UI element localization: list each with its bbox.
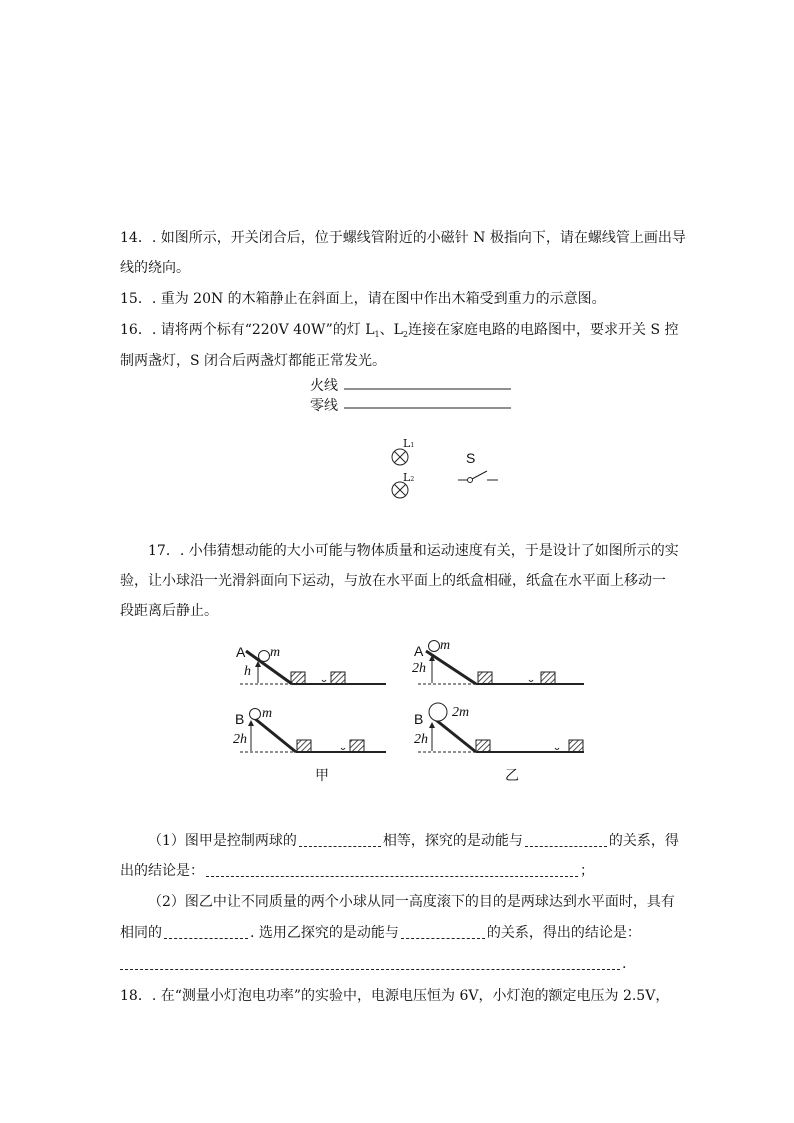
lamp-l2-letter: L <box>403 471 411 484</box>
q16-sub-1: 1 <box>374 330 380 339</box>
q17-sub1-line-2 <box>120 861 680 881</box>
paper-box <box>291 672 305 684</box>
q18-line-1: 18．. 在“测量小灯泡电功率”的实验中，电源电压恒为 6V，小灯泡的额定电压为 2.5V， <box>120 988 670 1004</box>
q14-line-2: 线的绕向。 <box>120 260 190 276</box>
lamp-l1-letter: L <box>403 437 411 450</box>
q16-line-2: 制两盏灯，S 闭合后两盏灯都能正常发光。 <box>120 353 387 369</box>
lamp-l1-sub: 1 <box>410 442 415 449</box>
label-a-yi: A <box>414 643 424 659</box>
paper-box <box>476 740 490 752</box>
q17-sub1-end: ； <box>580 863 594 879</box>
q17-sub2-text-d: 的关系，得出的结论是： <box>486 925 641 941</box>
q17-sub1-text-b: 相等，探究的是动能与 <box>382 833 523 849</box>
panel-yi-bottom <box>418 703 584 752</box>
q17-sub2-line-1: （2）图乙中让不同质量的两个小球从同一高度滚下的目的是两球达到水平面时，具有 <box>148 894 675 910</box>
label-m-jia-top: m <box>270 645 281 660</box>
q17-sub2-text-b: 相同的 <box>120 925 162 941</box>
neutral-wire-label: 零线 <box>310 398 338 414</box>
q17-sub1-line-1 <box>148 831 708 851</box>
q17-sub1-text-d: 出的结论是： <box>120 863 204 879</box>
q17-line-1: 17．. 小伟猜想动能的大小可能与物体质量和运动速度有关，于是设计了如图所示的实 <box>148 543 679 559</box>
lamp-l2-sub: 2 <box>410 476 415 483</box>
answer-blank-4[interactable] <box>164 924 248 939</box>
paper-box-moved <box>569 740 583 752</box>
caption-yi: 乙 <box>505 768 519 784</box>
answer-blank-3[interactable] <box>206 862 578 877</box>
q16-text-a: 16．. 请将两个标有“220V 40W”的灯 L <box>120 322 375 338</box>
paper-box <box>297 740 311 752</box>
q15-line-1: 15．. 重为 20N 的木箱静止在斜面上，请在图中作出木箱受到重力的示意图。 <box>120 291 606 307</box>
q14-line-1: 14．. 如图所示，开关闭合后，位于螺线管附近的小磁针 N 极指向下，请在螺线管上画出导 <box>120 230 686 246</box>
q16-sep: 、L <box>379 322 403 338</box>
label-m-jia-bottom: m <box>262 706 273 721</box>
q17-sub1-text-c: 的关系，得 <box>608 833 679 849</box>
answer-blank-1[interactable] <box>299 832 381 847</box>
label-2m-yi: 2m <box>452 705 470 720</box>
paper-box-moved <box>331 672 345 684</box>
paper-box <box>478 672 492 684</box>
switch-label: S <box>466 450 476 466</box>
q17-line-2: 验，让小球沿一光滑斜面向下运动，与放在水平面上的纸盒相碰，纸盒在水平面上移动一 <box>120 573 666 589</box>
q17-sub2-line-2 <box>120 923 680 943</box>
answer-blank-2[interactable] <box>525 832 607 847</box>
q17-sub2-end: . <box>622 956 627 972</box>
q17-sub2-text-c: . 选用乙探究的是动能与 <box>250 925 399 941</box>
paper-box-moved <box>541 672 555 684</box>
label-b-jia: B <box>235 711 245 727</box>
q16-sub-2: 2 <box>402 330 409 339</box>
caption-jia: 甲 <box>315 768 329 784</box>
label-m-yi-top: m <box>440 638 451 653</box>
panel-jia-top <box>240 651 386 685</box>
paper-box-moved <box>350 740 364 752</box>
answer-blank-6[interactable] <box>120 955 620 970</box>
q17-sub1-text-a: （1）图甲是控制两球的 <box>148 833 297 849</box>
live-wire-label: 火线 <box>310 378 338 394</box>
label-2h-yi-bottom: 2h <box>414 732 428 747</box>
label-2h-jia-bottom: 2h <box>233 732 247 747</box>
label-a-jia: A <box>236 644 246 660</box>
q17-line-3: 段距离后静止。 <box>120 603 218 619</box>
answer-blank-5[interactable] <box>401 924 485 939</box>
q16-text-b: 连接在家庭电路的电路图中，要求开关 S 控 <box>408 322 679 338</box>
label-2h-yi-top: 2h <box>412 661 426 676</box>
label-b-yi: B <box>414 711 424 727</box>
label-h-jia: h <box>244 664 251 679</box>
q17-sub2-line-3 <box>120 954 680 974</box>
